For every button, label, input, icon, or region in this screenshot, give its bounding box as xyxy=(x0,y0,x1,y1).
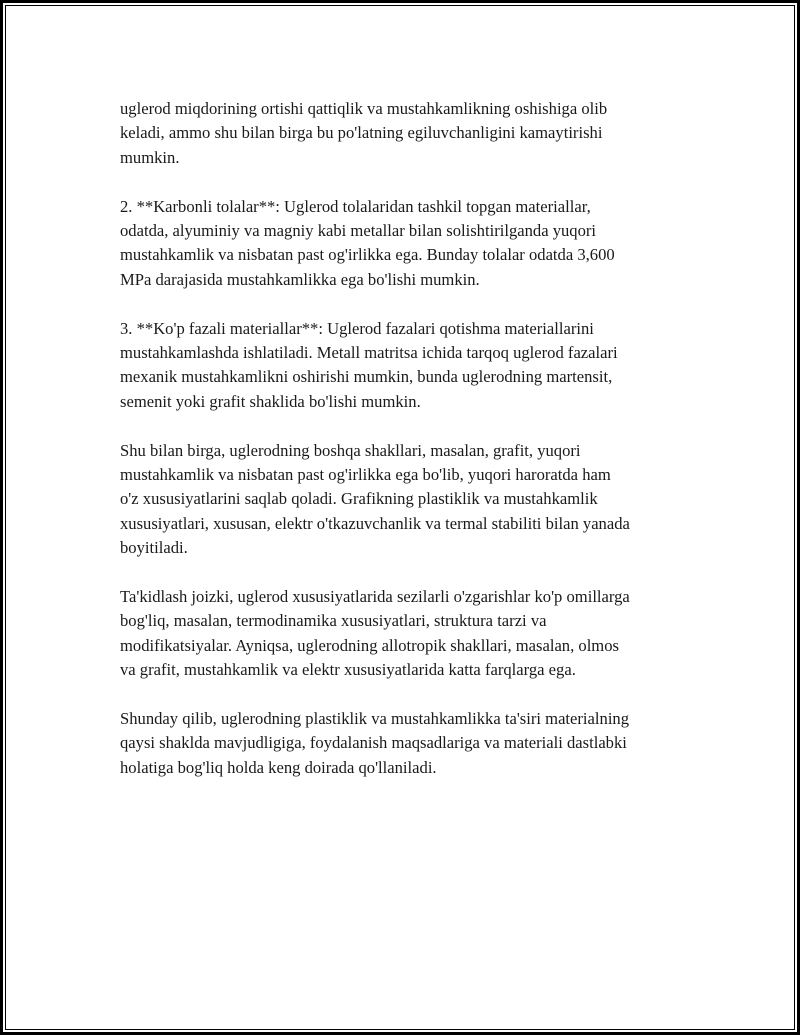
text-line: o'z xususiyatlarini saqlab qoladi. Grafikning plastiklik va mustahkamlik xyxy=(120,489,598,509)
text-line: qaysi shaklda mavjudligiga, foydalanish maqsadlariga va materiali dastlabki xyxy=(120,733,627,753)
text-line: boyitiladi. xyxy=(120,538,188,558)
paragraph-6 xyxy=(120,707,710,780)
paragraph-3 xyxy=(120,317,710,415)
paragraph-5 xyxy=(120,585,710,683)
text-line: MPa darajasida mustahkamlikka ega bo'lishi mumkin. xyxy=(120,269,480,289)
text-line: Shunday qilib, uglerodning plastiklik va mustahkamlikka ta'siri materialning xyxy=(120,709,630,729)
text-line: uglerod miqdorining ortishi qattiqlik va mustahkamlikning oshishiga olib xyxy=(120,99,608,118)
text-line: modifikatsiyalar. Ayniqsa, uglerodning allotropik shakllari, masalan, olmos xyxy=(120,635,619,655)
text-line: semenit yoki grafit shaklida bo'lishi mumkin. xyxy=(120,391,421,411)
text-line: odatda, alyuminiy va magniy kabi metallar bilan solishtirilganda yuqori xyxy=(120,221,597,241)
text-line: mustahkamlashda ishlatiladi. Metall matritsa ichida tarqoq uglerod fazalari xyxy=(120,343,618,363)
text-line: mustahkamlik va nisbatan past og'irlikka ega bo'lib, yuqori haroratda ham xyxy=(120,465,611,485)
text-line: bog'liq, masalan, termodinamika xususiyatlari, struktura tarzi va xyxy=(120,611,547,631)
text-line: keladi, ammo shu bilan birga bu po'latning egiluvchanligini kamaytirishi xyxy=(120,123,603,143)
text-line: mumkin. xyxy=(120,147,180,167)
text-line: va grafit, mustahkamlik va elektr xususiyatlarida katta farqlarga ega. xyxy=(120,660,576,680)
text-line: Shu bilan birga, uglerodning boshqa shakllari, masalan, grafit, yuqori xyxy=(120,440,581,460)
text-line: 3. **Ko'p fazali materiallar**: Uglerod fazalari qotishma materiallarini xyxy=(120,318,594,338)
text-line: holatiga bog'liq holda keng doirada qo'llaniladi. xyxy=(120,757,437,777)
text-line: mustahkamlik va nisbatan past og'irlikka ega. Bunday tolalar odatda 3,600 xyxy=(120,245,615,265)
text-line: mexanik mustahkamlikni oshirishi mumkin, bunda uglerodning martensit, xyxy=(120,367,613,387)
text-line: Ta'kidlash joizki, uglerod xususiyatlarida sezilarli o'zgarishlar ko'p omillarga xyxy=(120,587,630,607)
text-line: xususiyatlari, xususan, elektr o'tkazuvchanlik va termal stabiliti bilan yanada xyxy=(120,513,630,533)
paragraph-1 xyxy=(120,97,710,170)
paragraph-4 xyxy=(120,439,710,561)
document-body xyxy=(120,97,710,805)
paragraph-2 xyxy=(120,195,710,293)
text-line: 2. **Karbonli tolalar**: Uglerod tolalaridan tashkil topgan materiallar, xyxy=(120,196,591,216)
